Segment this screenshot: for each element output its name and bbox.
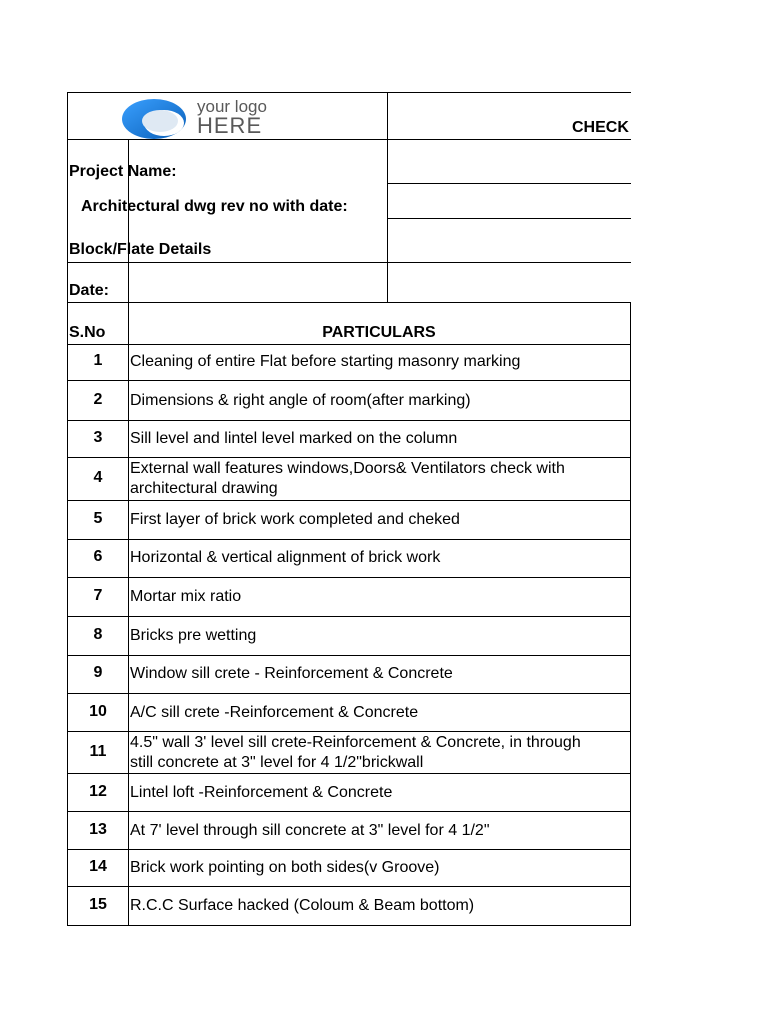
grid-line <box>67 262 631 263</box>
row-number: 1 <box>93 352 103 369</box>
logo-swoosh-icon <box>120 97 190 141</box>
row-line <box>67 773 631 774</box>
row-particular: Brick work pointing on both sides(v Groove) <box>130 859 440 876</box>
row-number: 2 <box>93 391 103 408</box>
row-number: 15 <box>89 896 107 913</box>
row-number: 9 <box>93 664 103 681</box>
row-particular: Dimensions & right angle of room(after marking) <box>130 392 471 409</box>
logo-line-1: your logo <box>197 97 267 116</box>
row-line <box>67 420 631 421</box>
grid-line <box>387 183 631 184</box>
row-particular: Horizontal & vertical alignment of brick work <box>130 549 441 566</box>
row-line <box>67 577 631 578</box>
logo-text <box>197 98 267 137</box>
row-line <box>67 457 631 458</box>
row-number: 13 <box>89 821 107 838</box>
row-line <box>67 811 631 812</box>
logo-line-2: HERE <box>197 113 263 138</box>
row-particular: A/C sill crete -Reinforcement & Concrete <box>130 704 419 721</box>
row-line <box>67 925 631 926</box>
row-particular: 4.5" wall 3' level sill crete-Reinforcement & Concrete, in through <box>130 734 581 751</box>
row-number: 5 <box>93 510 103 527</box>
row-number: 11 <box>89 743 107 760</box>
row-line <box>67 655 631 656</box>
row-particular: External wall features windows,Doors& Ventilators check with <box>130 460 565 477</box>
row-particular: R.C.C Surface hacked (Coloum & Beam bottom) <box>130 897 475 914</box>
row-particular: At 7' level through sill concrete at 3" level for 4 1/2" <box>130 822 490 839</box>
row-particular: Mortar mix ratio <box>130 588 242 605</box>
row-particular-line-2: still concrete at 3" level for 4 1/2"brickwall <box>130 754 424 771</box>
row-line <box>67 344 631 345</box>
sno-column-header: S.No <box>69 324 106 341</box>
row-line <box>67 731 631 732</box>
grid-line <box>630 302 631 926</box>
row-particular: Bricks pre wetting <box>130 627 257 644</box>
company-logo <box>120 97 295 141</box>
row-line <box>67 886 631 887</box>
row-particular: Lintel loft -Reinforcement & Concrete <box>130 784 393 801</box>
row-particular-line-2: architectural drawing <box>130 480 278 497</box>
checklist-title: CHECK <box>572 119 629 136</box>
grid-line <box>67 302 631 303</box>
row-number: 7 <box>93 587 103 604</box>
row-number: 3 <box>93 429 103 446</box>
row-line <box>67 500 631 501</box>
row-particular: Cleaning of entire Flat before starting masonry marking <box>130 353 521 370</box>
row-number: 10 <box>89 703 107 720</box>
row-line <box>67 693 631 694</box>
row-number: 6 <box>93 548 103 565</box>
row-particular: First layer of brick work completed and cheked <box>130 511 460 528</box>
row-line <box>67 616 631 617</box>
project-name-label: Project Name: <box>69 163 177 180</box>
row-particular: Window sill crete - Reinforcement & Concrete <box>130 665 453 682</box>
row-number: 4 <box>93 469 103 486</box>
row-number: 12 <box>89 783 107 800</box>
arch-dwg-label: Architectural dwg rev no with date: <box>81 198 348 215</box>
row-number: 14 <box>89 858 107 875</box>
particulars-column-header: PARTICULARS <box>322 324 436 341</box>
row-number: 8 <box>93 626 103 643</box>
block-flat-label: Block/Flate Details <box>69 241 212 258</box>
row-line <box>67 539 631 540</box>
row-particular: Sill level and lintel level marked on the column <box>130 430 458 447</box>
grid-line <box>387 92 388 303</box>
grid-line <box>67 92 631 93</box>
row-line <box>67 380 631 381</box>
date-label: Date: <box>69 282 110 299</box>
row-line <box>67 849 631 850</box>
grid-line <box>387 218 631 219</box>
